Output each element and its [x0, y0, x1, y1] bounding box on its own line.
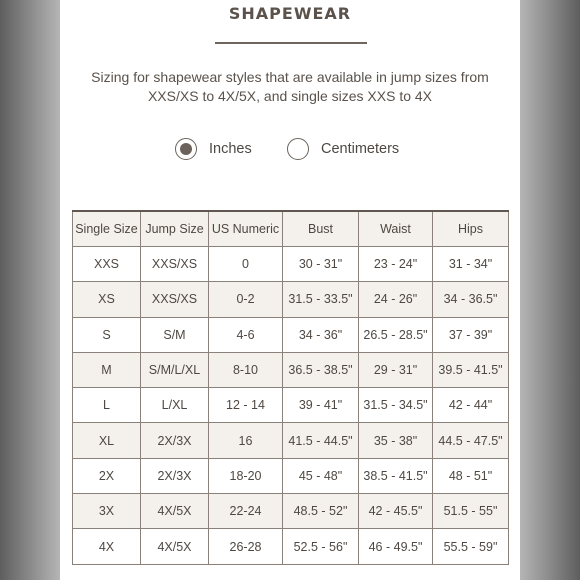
table-cell: XL — [73, 423, 141, 458]
table-row — [73, 388, 509, 423]
size-chart-table — [72, 210, 509, 565]
column-header-single-size: Single Size — [73, 211, 141, 247]
table-cell: L/XL — [141, 388, 209, 423]
table-cell: 42 - 44" — [433, 388, 509, 423]
table-cell: 51.5 - 55" — [433, 494, 509, 529]
table-row — [73, 458, 509, 493]
table-cell: 26.5 - 28.5" — [359, 317, 433, 352]
table-row — [73, 282, 509, 317]
table-cell: S/M — [141, 317, 209, 352]
table-cell: 31.5 - 33.5" — [283, 282, 359, 317]
table-cell: 34 - 36.5" — [433, 282, 509, 317]
table-cell: 8-10 — [209, 352, 283, 387]
table-cell: 52.5 - 56" — [283, 529, 359, 564]
table-cell: 39 - 41" — [283, 388, 359, 423]
table-cell: XXS — [73, 247, 141, 282]
title-underline — [215, 42, 367, 44]
table-cell: 55.5 - 59" — [433, 529, 509, 564]
column-header-hips: Hips — [433, 211, 509, 247]
table-row — [73, 317, 509, 352]
column-header-us-numeric: US Numeric — [209, 211, 283, 247]
table-cell: 37 - 39" — [433, 317, 509, 352]
table-cell: 46 - 49.5" — [359, 529, 433, 564]
table-row — [73, 494, 509, 529]
unit-toggle — [60, 136, 520, 162]
table-cell: 12 - 14 — [209, 388, 283, 423]
table-cell: 2X/3X — [141, 423, 209, 458]
table-cell: 42 - 45.5" — [359, 494, 433, 529]
table-cell: 34 - 36" — [283, 317, 359, 352]
table-cell: 44.5 - 47.5" — [433, 423, 509, 458]
description-line-2: XXS/XS to 4X/5X, and single sizes XXS to 4X — [147, 88, 433, 104]
unit-label-centimeters: Centimeters — [321, 141, 400, 157]
table-cell: 38.5 - 41.5" — [359, 458, 433, 493]
table-cell: 39.5 - 41.5" — [433, 352, 509, 387]
table-cell: 31.5 - 34.5" — [359, 388, 433, 423]
table-cell: 2X — [73, 458, 141, 493]
table-cell: 22-24 — [209, 494, 283, 529]
table-cell: 30 - 31" — [283, 247, 359, 282]
radio-unselected-icon[interactable] — [287, 138, 309, 160]
table-cell: 26-28 — [209, 529, 283, 564]
table-cell: 2X/3X — [141, 458, 209, 493]
table-cell: 18-20 — [209, 458, 283, 493]
table-cell: 31 - 34" — [433, 247, 509, 282]
table-cell: XXS/XS — [141, 282, 209, 317]
table-row — [73, 247, 509, 282]
table-cell: 48 - 51" — [433, 458, 509, 493]
table-cell: 41.5 - 44.5" — [283, 423, 359, 458]
column-header-waist: Waist — [359, 211, 433, 247]
table-cell: M — [73, 352, 141, 387]
table-cell: 45 - 48" — [283, 458, 359, 493]
table-cell: XS — [73, 282, 141, 317]
table-cell: 23 - 24" — [359, 247, 433, 282]
table-cell: XXS/XS — [141, 247, 209, 282]
table-cell: 4X/5X — [141, 529, 209, 564]
table-cell: 3X — [73, 494, 141, 529]
table-row — [73, 529, 509, 564]
radio-dot-icon — [180, 143, 192, 155]
column-header-bust: Bust — [283, 211, 359, 247]
unit-option-inches[interactable] — [175, 136, 252, 162]
sizing-page — [60, 0, 520, 580]
table-header-row — [73, 211, 509, 247]
table-cell: 35 - 38" — [359, 423, 433, 458]
table-cell: 36.5 - 38.5" — [283, 352, 359, 387]
table-cell: 0-2 — [209, 282, 283, 317]
table-cell: 4X — [73, 529, 141, 564]
table-cell: S — [73, 317, 141, 352]
table-cell: 16 — [209, 423, 283, 458]
radio-selected-icon[interactable] — [175, 138, 197, 160]
table-cell: L — [73, 388, 141, 423]
table-cell: S/M/L/XL — [141, 352, 209, 387]
column-header-jump-size: Jump Size — [141, 211, 209, 247]
description-line-1: Sizing for shapewear styles that are available in jump sizes from — [91, 69, 489, 85]
table-cell: 29 - 31" — [359, 352, 433, 387]
table-cell: 4-6 — [209, 317, 283, 352]
table-cell: 4X/5X — [141, 494, 209, 529]
unit-option-centimeters[interactable] — [287, 136, 399, 162]
page-title: SHAPEWEAR — [228, 4, 352, 23]
table-row — [73, 423, 509, 458]
sizing-description — [70, 68, 510, 106]
unit-label-inches: Inches — [209, 141, 252, 157]
table-cell: 48.5 - 52" — [283, 494, 359, 529]
table-row — [73, 352, 509, 387]
table-cell: 24 - 26" — [359, 282, 433, 317]
table-cell: 0 — [209, 247, 283, 282]
